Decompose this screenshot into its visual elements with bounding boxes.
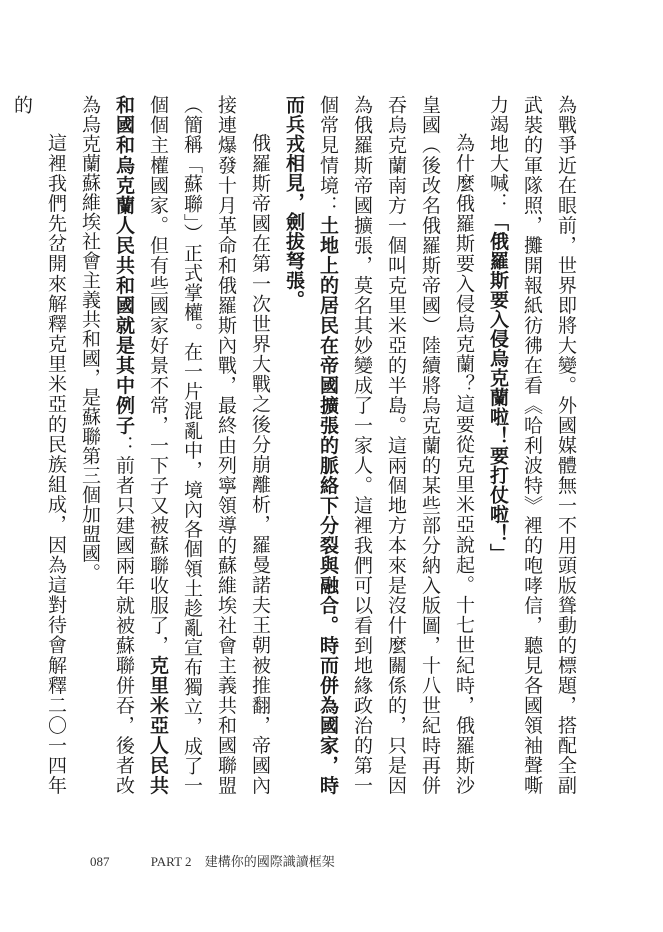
paragraph-2	[277, 95, 481, 795]
paragraph-4-text: 這裡我們先岔開來解釋克里米亞的民族組成，因為這對待會解釋二〇一四年的	[11, 95, 67, 795]
paragraph-3-emphasis: 克里米亞人民共和國和烏克蘭人民共和國就是其中例子	[113, 95, 169, 796]
paragraph-4	[5, 95, 73, 795]
paragraph-1-text: 為戰爭近在眼前，世界即將大變。外國媒體無一不用頭版聳動的標題，搭配全副武裝的軍隊照，攤開報紙彷彿在看《哈利波特》裡的咆哮信，聽見各國領袖聲嘶力竭地大喊：	[487, 95, 577, 795]
paragraph-3-text-end: ：前者只建國兩年就被蘇聯併吞，後者改為烏克蘭蘇維埃社會主義共和國，是蘇聯第三個加盟國。	[79, 95, 135, 796]
page-footer	[90, 851, 335, 870]
paragraph-2-text: 為什麼俄羅斯要入侵烏克蘭？這要從克里米亞說起。十七世紀時，俄羅斯沙皇國（後改名俄羅斯帝國）陸續將烏克蘭的某些部分納入版圖，十八世紀時再併吞烏克蘭南方一個叫克里米亞的半島。這兩個地方本來是沒什麼關係的，只是因為俄羅斯帝國擴張，莫名其妙變成了一家人。這裡我們可以看到地緣政治的第一個常見情境：	[317, 95, 475, 795]
paragraph-3-text: 俄羅斯帝國在第一次世界大戰之後分崩離析，羅曼諾夫王朝被推翻，帝國內接連爆發十月革命和俄羅斯內戰，最終由列寧領導的蘇維埃社會主義共和國聯盟（簡稱「蘇聯」）正式掌權。在一片混亂中，境內各個領土趁亂宣布獨立，成了一個個主權國家。但有些國家好景不常，一下子又被蘇聯收服了，	[147, 95, 271, 795]
paragraph-3	[73, 95, 277, 795]
section-title: 建構你的國際識讀框架	[204, 854, 335, 869]
paragraph-2-emphasis: 土地上的居民在帝國擴張的脈絡下分裂與融合。時而併為國家，時而兵戎相見，劍拔弩張。	[283, 95, 339, 796]
page-number: 087	[90, 854, 110, 869]
vertical-text-body	[11, 95, 583, 796]
paragraph-1	[481, 95, 583, 795]
part-label: PART 2	[150, 854, 192, 869]
paragraph-1-emphasis: 「俄羅斯要入侵烏克蘭啦！要打仗啦！」	[487, 212, 509, 563]
